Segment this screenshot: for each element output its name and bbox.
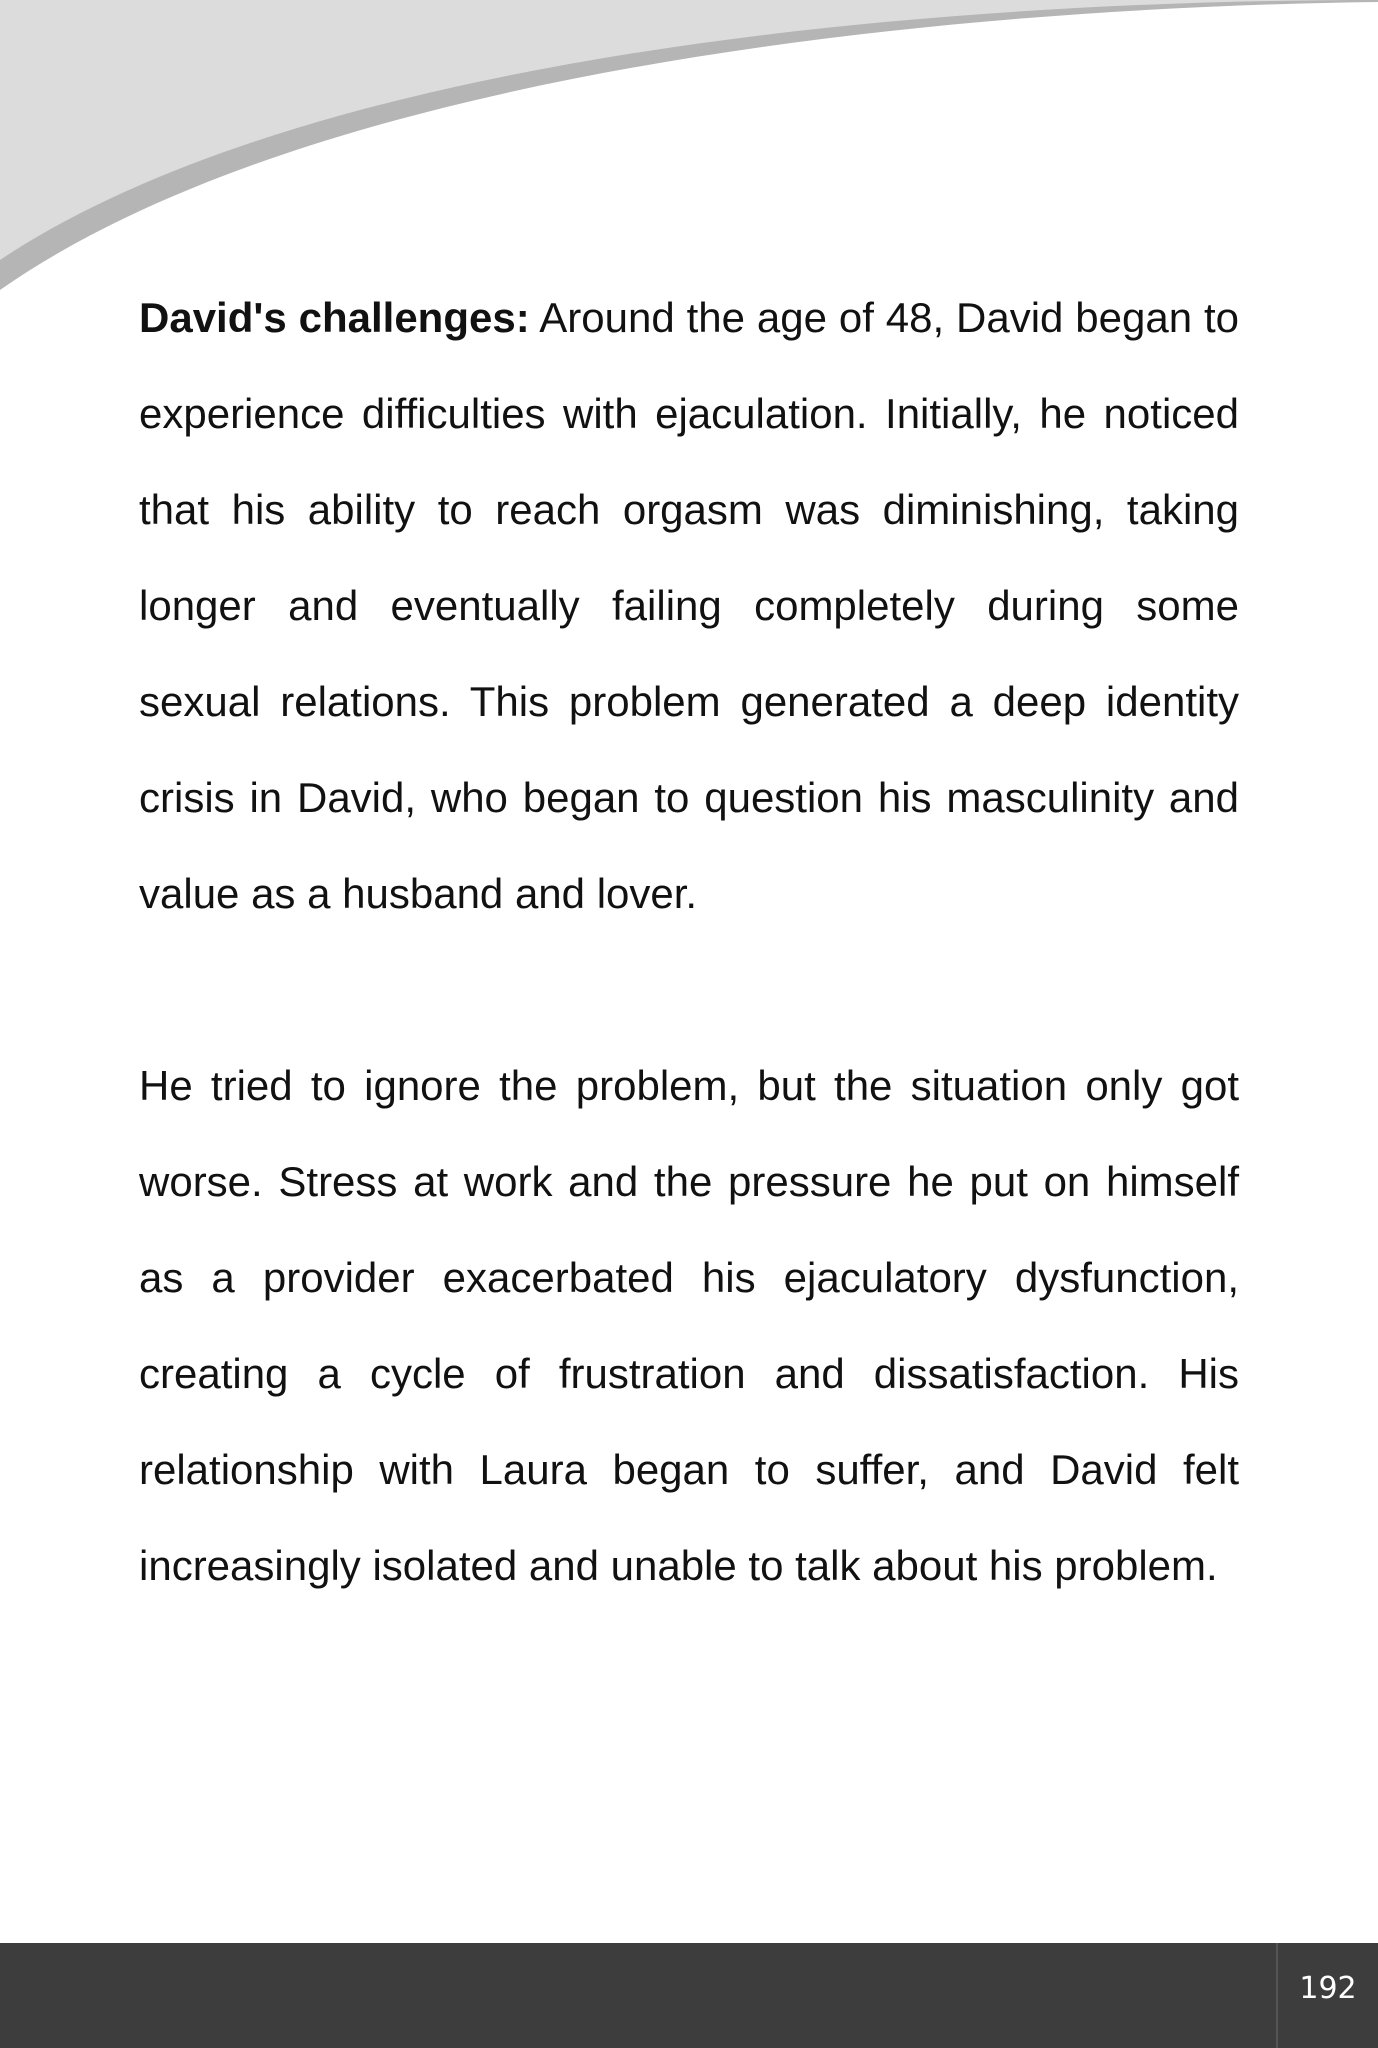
paragraph-heading: David's challenges: xyxy=(139,294,530,341)
paragraph-ignored-problem xyxy=(139,1038,1239,1614)
swoosh-light-band xyxy=(0,0,1378,260)
footer-bar xyxy=(0,1943,1378,2048)
paragraph-text: He tried to ignore the problem, but the situation only got worse. Stress at work and the pressure he put on himself as a provider exacerbated his ejaculatory dysfunction, creating a cycle of frustration and dissatisfaction. His relationship with Laura began to suffer, and David felt increasingly isolated and unable to talk about his problem. xyxy=(139,1062,1239,1589)
page-number: 192 xyxy=(1299,1971,1357,2006)
paragraph-text: Around the age of 48, David began to experience difficulties with ejaculation. Initially, he noticed that his ability to reach orgasm was diminishing, taking longer and eventually failing completely during some sexual relations. This problem generated a deep identity crisis in David, who began to question his masculinity and value as a husband and lover. xyxy=(139,294,1240,917)
paragraph-davids-challenges xyxy=(139,270,1239,942)
page-body xyxy=(139,270,1239,1614)
page-number-box xyxy=(1276,1943,1378,2048)
header-swoosh-decoration xyxy=(0,0,1378,300)
